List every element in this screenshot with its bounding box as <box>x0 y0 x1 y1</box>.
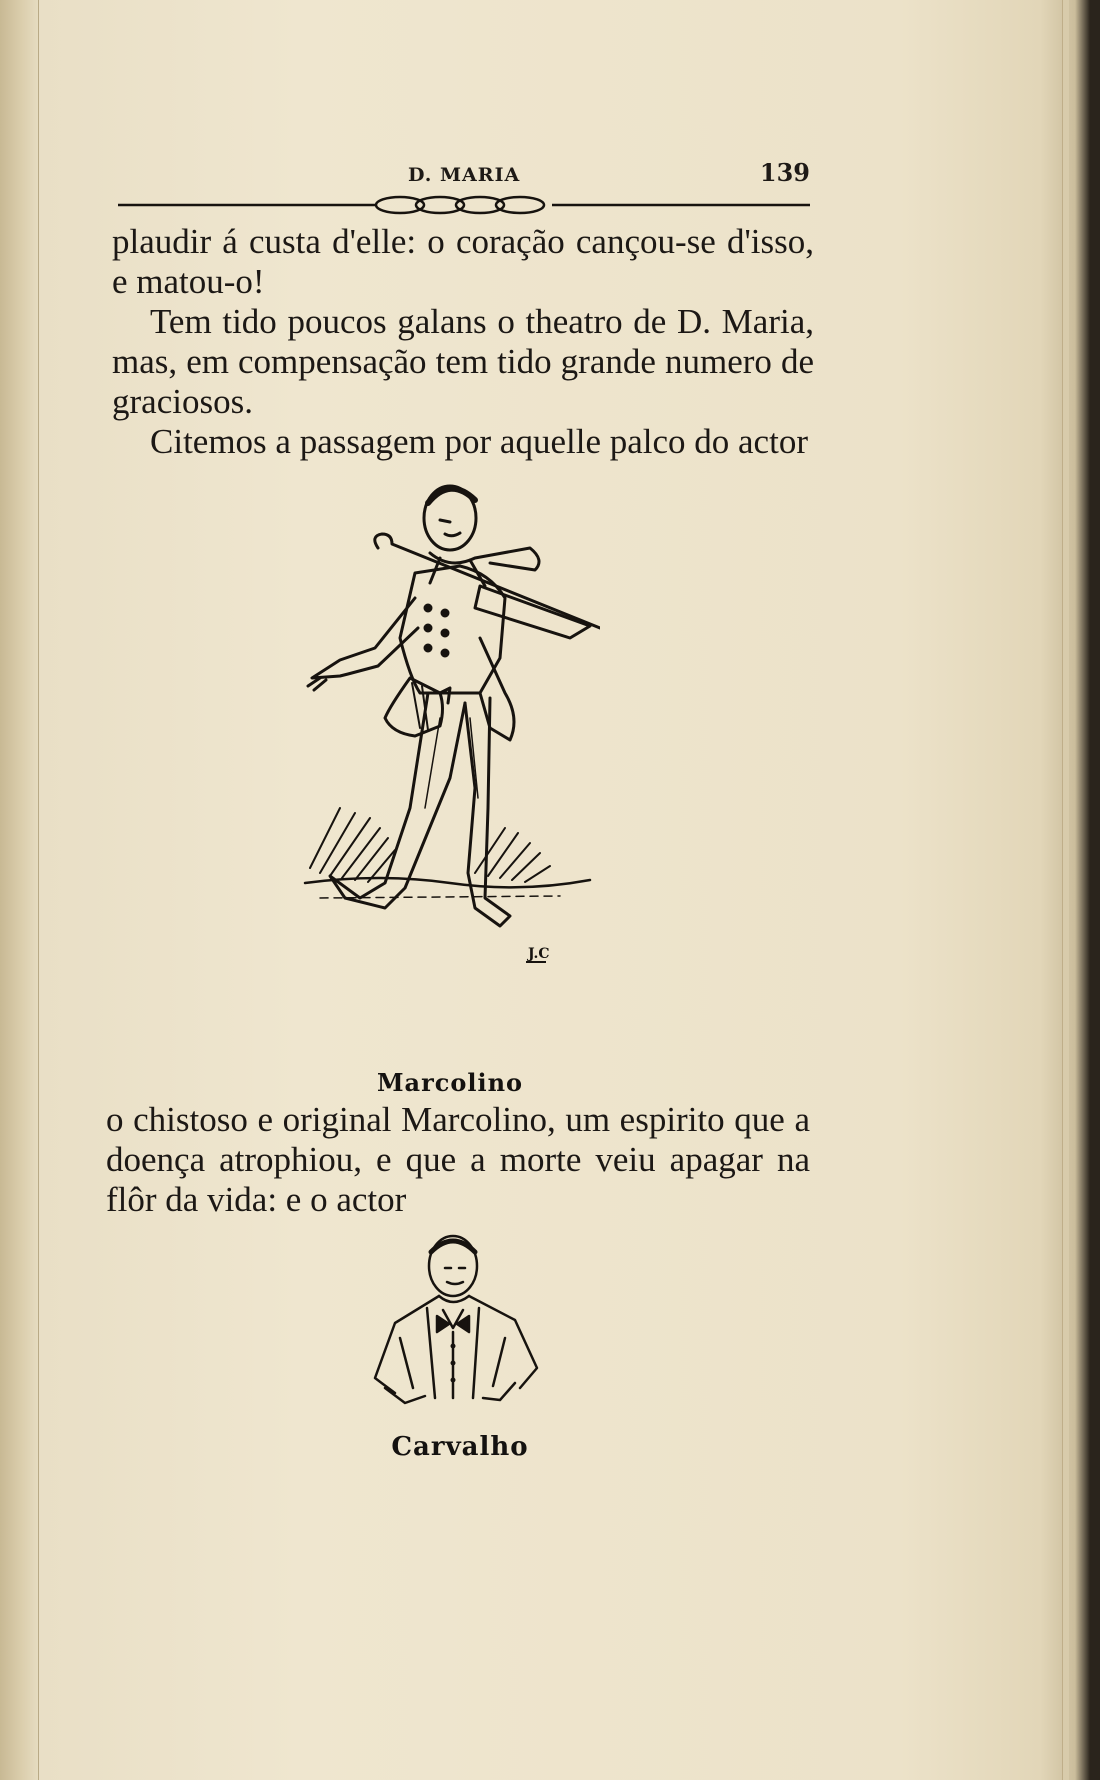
carvalho-portrait <box>365 1228 545 1428</box>
page-binding-edge <box>0 0 39 1780</box>
paragraph: o chistoso e original Marcolino, um espirito que a doença atrophiou, e que a morte veiu apagar na flôr da vida: e o actor <box>106 1100 810 1219</box>
running-title: D. MARIA <box>408 164 521 186</box>
paragraph: plaudir á custa d'elle: o coração cançou-se d'isso, e matou-o! <box>112 222 814 301</box>
page-edge-strip <box>1062 0 1069 1780</box>
marcolino-illustration <box>300 478 600 1068</box>
running-header <box>118 158 810 192</box>
ornamental-rule <box>118 192 810 218</box>
text-block-bottom <box>106 1100 810 1220</box>
caption-marcolino: Marcolino <box>376 1068 524 1097</box>
paragraph: Citemos a passagem por aquelle palco do actor <box>150 422 808 461</box>
artist-mark: J.C <box>528 946 550 962</box>
text-block-top <box>112 222 814 462</box>
caption-carvalho: Carvalho <box>391 1432 529 1462</box>
page-number: 139 <box>759 158 810 187</box>
paragraph: Tem tido poucos galans o theatro de D. Maria, mas, em compensação tem tido grande numero de graciosos. <box>112 302 814 421</box>
